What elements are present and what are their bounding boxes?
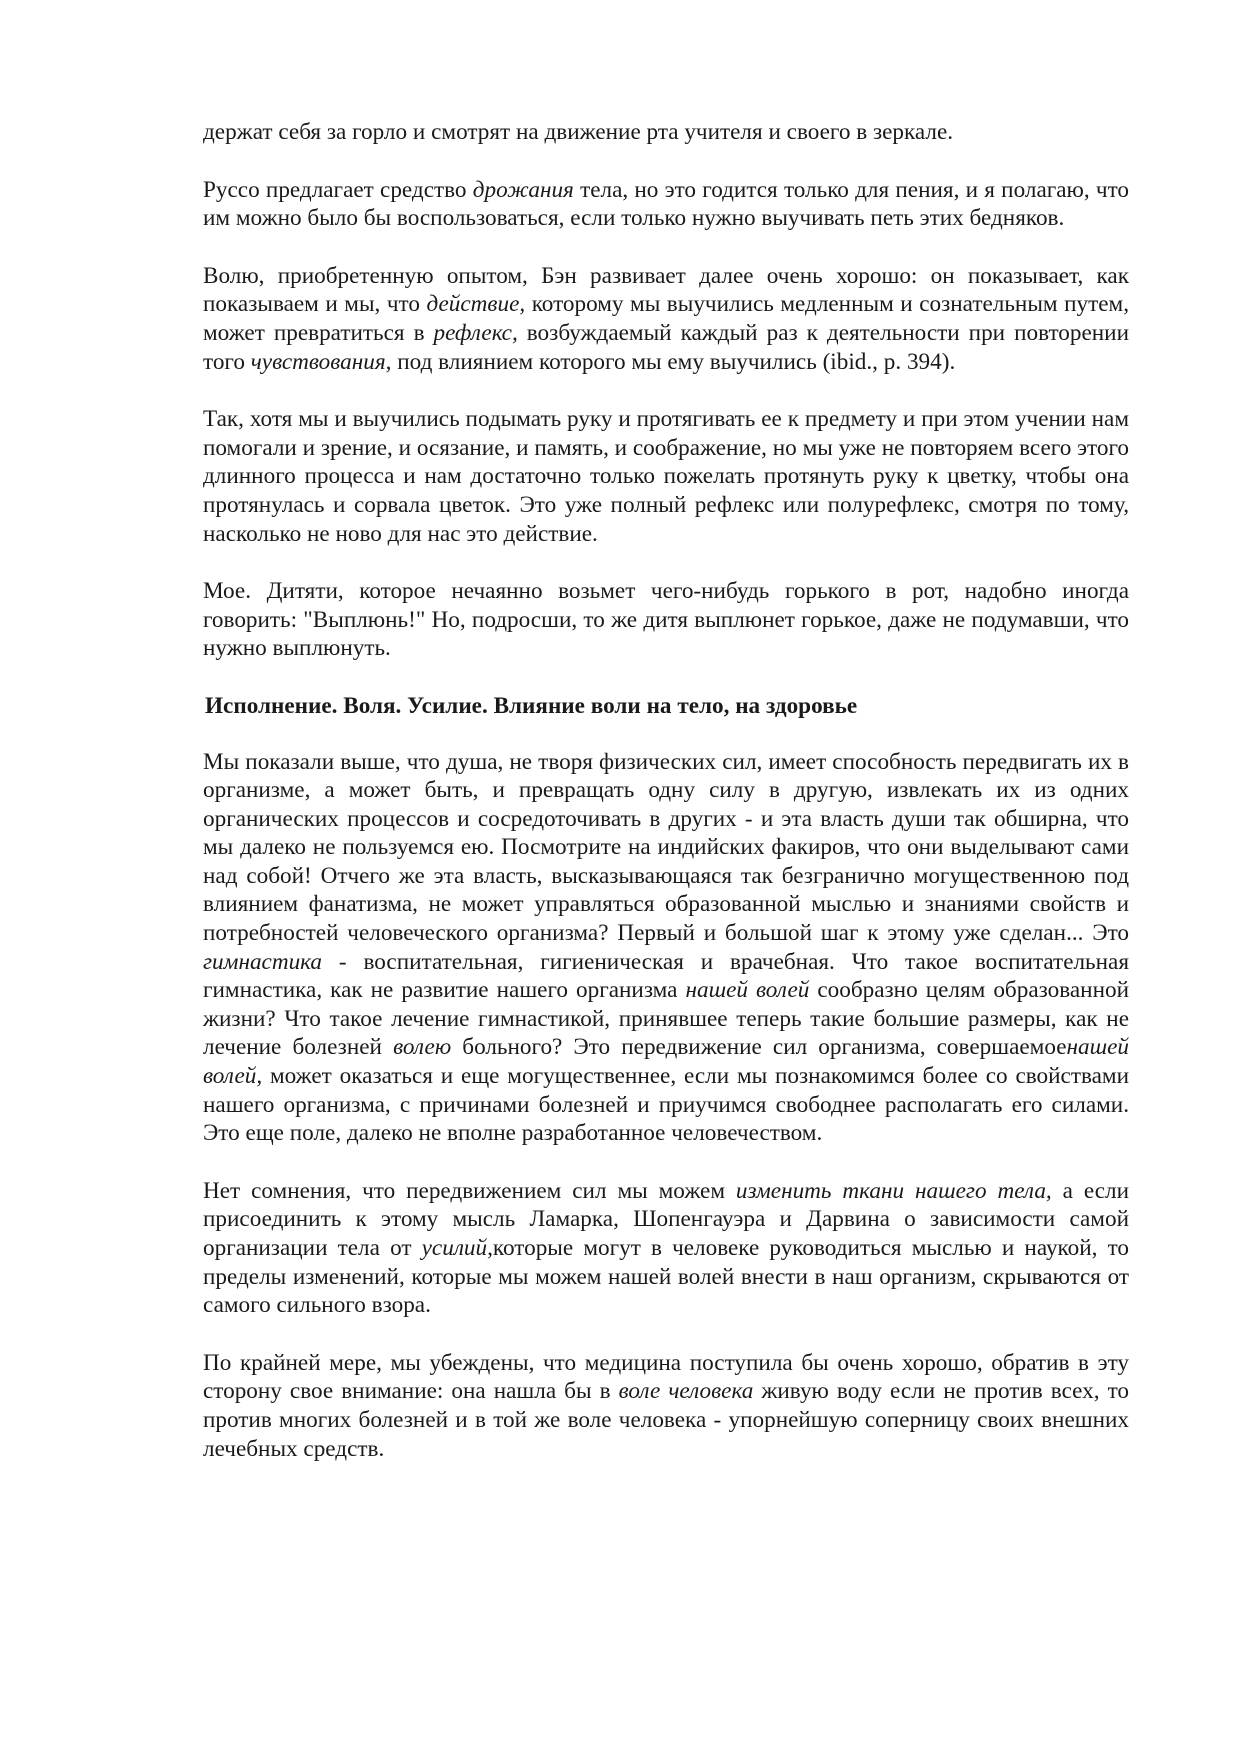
paragraph	[203, 577, 1129, 663]
paragraph	[203, 1177, 1129, 1320]
italic-text: воле человека	[618, 1378, 754, 1405]
text-run: живую воду если не против всех, то против многих болезней и в той же воле человека - упорнейшую соперницу своих внешних лечебных средств.	[203, 1378, 1129, 1462]
text-run: тела, но это годится только для пения, и я полагаю, что им можно было бы воспользоваться, если только нужно выучивать петь этих бедняков.	[203, 176, 1129, 232]
text-run: сообразно целям образованной жизни? Что такое лечение гимнастикой, принявшее теперь такие большие размеры, как не лечение болезней	[203, 977, 1129, 1061]
section-heading: Исполнение. Воля. Усилие. Влияние воли на тело, на здоровье	[205, 692, 858, 719]
paragraph	[203, 748, 1129, 1148]
text-run: Нет сомнения, что передвижением сил мы можем	[203, 1177, 736, 1204]
text-run: держат себя за горло и смотрят на движение рта учителя и своего в зеркале.	[203, 119, 954, 145]
paragraph	[203, 405, 1129, 548]
text-run: под влиянием которого мы ему выучились (ibid., р. 394).	[391, 348, 956, 375]
text-run: Так, хотя мы и выучились подымать руку и протягивать ее к предмету и при этом учении нам помогали и зрение, и осязание, и память, и соображение, но мы уже не повторяем всего этого длинного процесса и нам достаточно только пожелать протянуть руку к цветку, чтобы она протянулась и сорвала цветок. Это уже полный рефлекс или полурефлекс, смотря по тому, насколько не ново для нас это действие.	[203, 406, 1129, 547]
paragraphs-after-heading	[203, 748, 1129, 1464]
text-run: которые могут в человеке руководиться мыслью и наукой, то пределы изменений, которые мы можем нашей волей внести в наш организм, скрываются от самого сильного взора.	[203, 1235, 1129, 1319]
italic-text: волею	[393, 1034, 452, 1061]
text-run: Мое. Дитяти, которое нечаянно возьмет чего-нибудь горького в рот, надобно иногда говорить: "Выплюнь!" Но, подросши, то же дитя выплюнет горькое, даже не подумавши, что нужно выплюнуть.	[203, 578, 1129, 662]
text-run: больного? Это передвижение сил организма, совершаемое	[451, 1034, 1067, 1061]
paragraph	[203, 262, 1129, 376]
text-run: а если присоединить к этому мысль Ламарка, Шопенгауэра и Дарвина о зависимости самой организации тела от	[203, 1177, 1129, 1261]
italic-text: чувствования,	[250, 348, 392, 375]
text-run: возбуждаемый каждый раз к деятельности при повторении того	[203, 319, 1129, 375]
paragraph	[203, 1349, 1129, 1463]
italic-text: гимнастика	[203, 948, 323, 975]
text-run: По крайней мере, мы убеждены, что медицина поступила бы очень хорошо, обратив в эту сторону свое внимание: она нашла бы в	[203, 1349, 1129, 1405]
italic-text: усилий,	[421, 1235, 493, 1261]
text-run: Руссо предлагает средство	[203, 176, 473, 203]
italic-text: изменить ткани нашего тела,	[735, 1177, 1052, 1204]
text-run: Мы показали выше, что душа, не творя физических сил, имеет способность передвигать их в организме, а может быть, и превращать одну силу в другую, извлекать их из одних органических процессов и сосредоточивать в других - и эта власть души так обширна, что мы далеко не пользуемся ею. Посмотрите на индийских факиров, что они выделывают сами над собой! Отчего же эта власть, высказывающаяся так безгранично могущественною под влиянием фанатизма, не может управляться образованной мыслью и знаниями свойств и потребностей человеческого организма? Первый и большой шаг к этому уже сделан... Это	[203, 748, 1129, 947]
text-run: может оказаться и еще могущественнее, если мы познакомимся более со свойствами нашего организма, с причинами болезней и приучимся свободнее располагать его силами. Это еще поле, далеко не вполне разработанное человечеством.	[203, 1063, 1129, 1147]
italic-text: дрожания	[472, 176, 574, 203]
text-run: - воспитательная, гигиеническая и врачебная. Что такое воспитательная гимнастика, как не развитие нашего организма	[203, 948, 1129, 1004]
paragraphs-before-heading	[203, 118, 1129, 663]
italic-text: нашей волей,	[203, 1034, 1129, 1090]
italic-text: рефлекс,	[433, 319, 518, 346]
paragraph	[203, 176, 1129, 233]
text-column	[203, 118, 1129, 1492]
text-run: Волю, приобретенную опытом, Бэн развивает далее очень хорошо: он показывает, как показываем и мы, что	[203, 262, 1129, 318]
italic-text: нашей волей	[685, 977, 810, 1004]
text-run: которому мы выучились медленным и сознательным путем, может превратиться в	[203, 291, 1129, 346]
paragraph	[203, 118, 1129, 147]
italic-text: действие,	[426, 291, 526, 318]
